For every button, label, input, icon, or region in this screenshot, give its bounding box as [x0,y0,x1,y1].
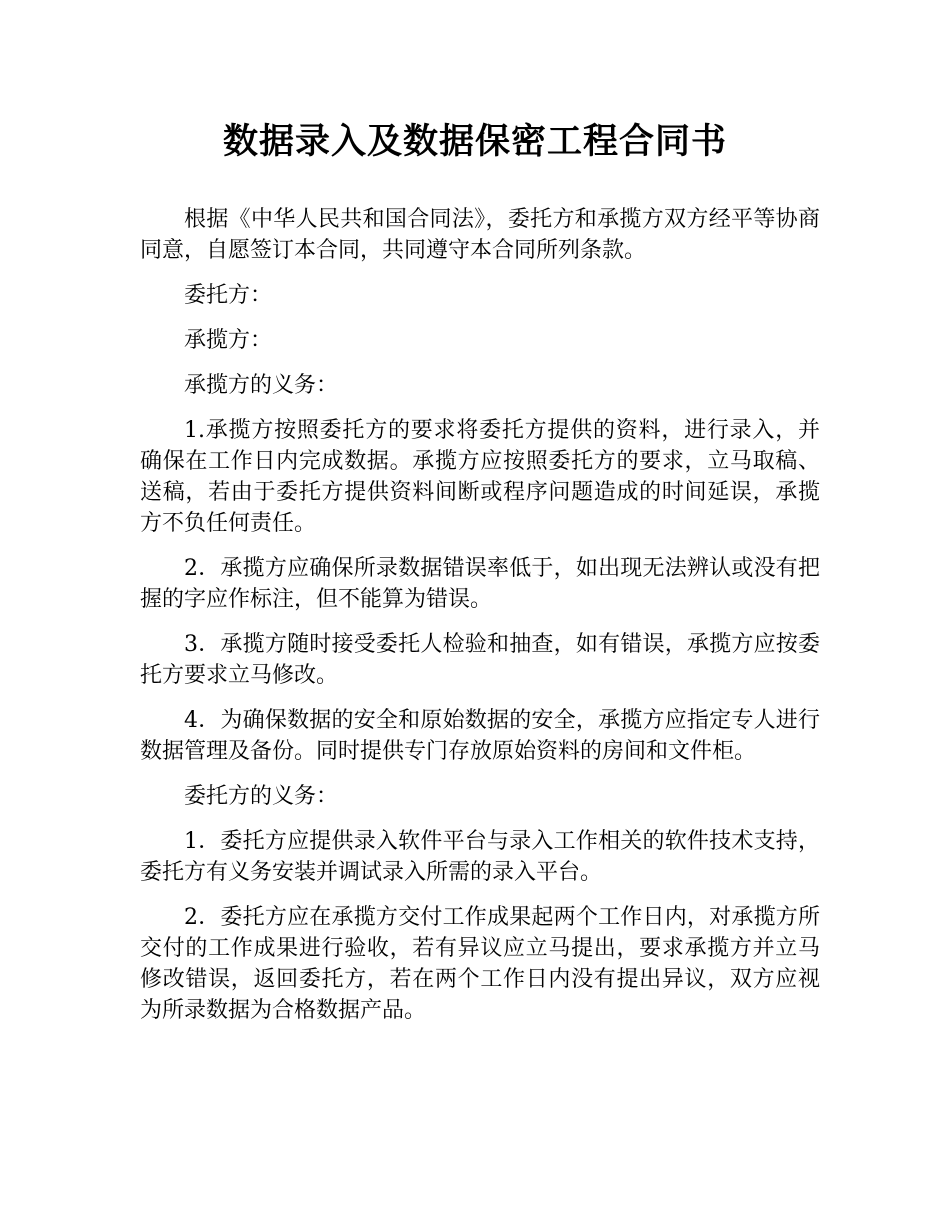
contractor-clause-3: 3．承揽方随时接受委托人检验和抽查，如有错误，承揽方应按委托方要求立马修改。 [140,632,820,688]
client-clause-1: 1．委托方应提供录入软件平台与录入工作相关的软件技术支持，委托方有义务安装并调试录入所需的录入平台。 [140,829,820,885]
client-clause-2: 2．委托方应在承揽方交付工作成果起两个工作日内，对承揽方所交付的工作成果进行验收，若有异议应立马提出，要求承揽方并立马修改错误，返回委托方，若在两个工作日内没有提出异议，双方应视为所录数据为合格数据产品。 [140,905,820,1023]
document-title: 数据录入及数据保密工程合同书 [222,122,727,162]
client-obligations-heading: 委托方的义务： [184,784,339,809]
preamble-paragraph: 根据《中华人民共和国合同法》，委托方和承揽方双方经平等协商同意，自愿签订本合同，共同遵守本合同所列条款。 [140,207,820,263]
contractor-party-line: 承揽方： [184,328,273,353]
contractor-clause-1: 1.承揽方按照委托方的要求将委托方提供的资料，进行录入，并确保在工作日内完成数据。承揽方应按照委托方的要求，立马取稿、送稿，若由于委托方提供资料间断或程序问题造成的时间延误，承揽方不负任何责任。 [140,418,820,536]
contractor-obligations-heading: 承揽方的义务： [184,373,339,398]
contractor-clause-4: 4．为确保数据的安全和原始数据的安全，承揽方应指定专人进行数据管理及备份。同时提供专门存放原始资料的房间和文件柜。 [140,708,820,764]
contractor-clause-2: 2．承揽方应确保所录数据错误率低于，如出现无法辨认或没有把握的字应作标注，但不能算为错误。 [140,556,820,612]
document-body [140,204,820,1040]
client-party-line: 委托方： [184,283,273,308]
